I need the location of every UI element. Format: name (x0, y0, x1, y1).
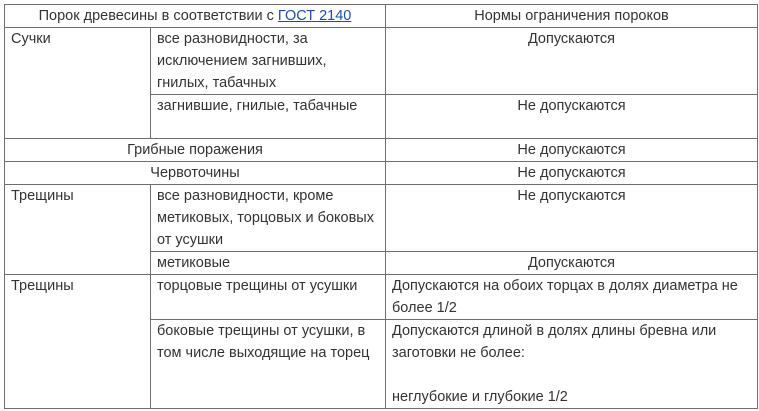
fungal-label: Грибные поражения (5, 139, 386, 162)
knots-label: Сучки (5, 28, 151, 139)
table-row (5, 139, 758, 162)
header-defect-text: Порок древесины в соответствии с (38, 8, 278, 24)
wormholes-label: Червоточины (5, 162, 386, 185)
cracks2-norm1: Допускаются на обоих торцах в долях диаметра не более 1/2 (386, 275, 758, 320)
defects-table (4, 4, 758, 409)
header-defect-cell (5, 5, 386, 28)
cracks1-norm2: Допускаются (386, 252, 758, 275)
knots-sub2: загнившие, гнилые, табачные (151, 95, 386, 139)
table-row (5, 162, 758, 185)
cracks1-sub2: метиковые (151, 252, 386, 275)
wormholes-norm: Не допускаются (386, 162, 758, 185)
header-row (5, 5, 758, 28)
gost-2140-link[interactable]: ГОСТ 2140 (277, 8, 352, 24)
cracks2-norm2-line2: неглубокие и глубокие 1/2 (392, 389, 568, 405)
knots-norm2: Не допускаются (386, 95, 758, 139)
table-row (5, 28, 758, 95)
cracks1-norm1: Не допускаются (386, 185, 758, 252)
cracks1-sub1: все разновидности, кроме метиковых, торцовых и боковых от усушки (151, 185, 386, 252)
cracks2-sub1: торцовые трещины от усушки (151, 275, 386, 320)
table-row (5, 185, 758, 252)
knots-sub1: все разновидности, за исключением загнивших, гнилых, табачных (151, 28, 386, 95)
fungal-norm: Не допускаются (386, 139, 758, 162)
cracks2-norm2 (386, 320, 758, 409)
table-row (5, 275, 758, 320)
cracks2-sub2: боковые трещины от усушки, в том числе выходящие на торец (151, 320, 386, 409)
knots-norm1: Допускаются (386, 28, 758, 95)
cracks2-label: Трещины (5, 275, 151, 409)
cracks2-norm2-line1: Допускаются длиной в долях длины бревна или заготовки не более: (392, 323, 717, 361)
header-norms-cell: Нормы ограничения пороков (386, 5, 758, 28)
cracks1-label: Трещины (5, 185, 151, 275)
